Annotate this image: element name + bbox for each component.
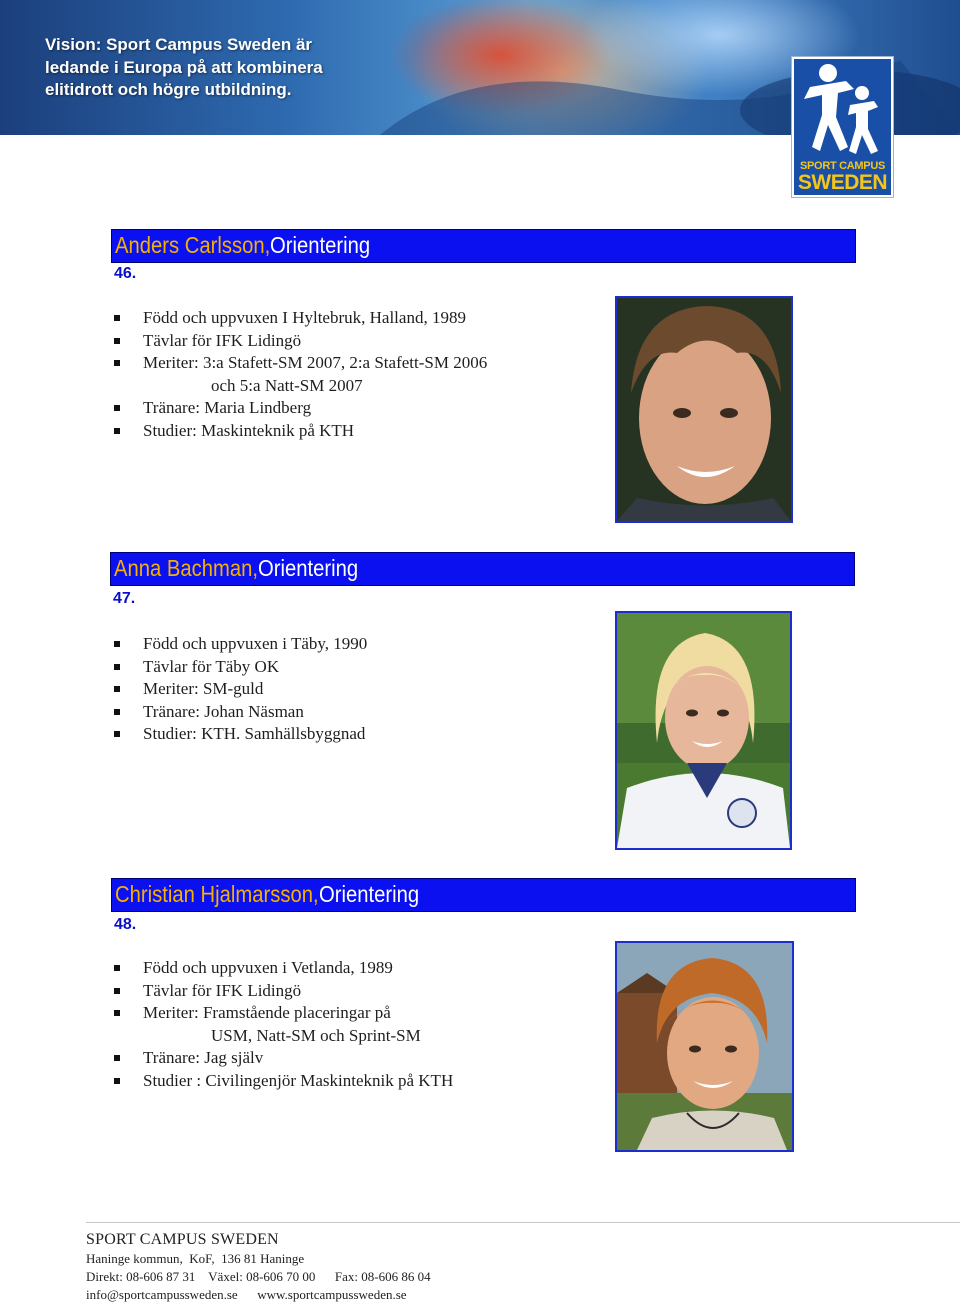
fact-item: Studier : Civilingenjör Maskinteknik på KTH xyxy=(111,1070,453,1093)
profile-number: 47. xyxy=(113,590,136,607)
athlete-photo xyxy=(615,611,792,850)
bullet-icon xyxy=(114,405,120,411)
vision-line-1: Vision: Sport Campus Sweden är xyxy=(45,35,313,54)
fact-item: Tävlar för Täby OK xyxy=(111,656,367,679)
athlete-name: Anders Carlsson, xyxy=(115,232,271,258)
fact-item: Tränare: Johan Näsman xyxy=(111,701,367,724)
bullet-icon xyxy=(114,1055,120,1061)
fact-item: Meriter: SM-guld xyxy=(111,678,367,701)
logo-text-bottom: SWEDEN xyxy=(797,171,888,194)
athlete-sport: Orientering xyxy=(270,232,371,258)
profile-title-bar xyxy=(110,552,855,586)
vision-line-2: ledande i Europa på att kombinera xyxy=(45,57,323,77)
footer-address: Haninge kommun, KoF, 136 81 Haninge xyxy=(86,1251,305,1266)
fact-item: Tävlar för IFK Lidingö xyxy=(111,980,453,1003)
bullet-icon xyxy=(114,338,120,344)
fact-item: Meriter: 3:a Stafett-SM 2007, 2:a Stafett-SM 2006 xyxy=(111,352,487,375)
fact-item: Född och uppvuxen I Hyltebruk, Halland, 1989 xyxy=(111,307,487,330)
fact-item: Studier: KTH. Samhällsbyggnad xyxy=(111,723,367,746)
fact-item: Tävlar för IFK Lidingö xyxy=(111,330,487,353)
athlete-photo xyxy=(615,296,793,523)
footer-contact: info@sportcampussweden.se www.sportcampussweden.se xyxy=(86,1287,407,1302)
athlete-name: Christian Hjalmarsson, xyxy=(115,881,319,907)
fact-continuation: USM, Natt-SM och Sprint-SM xyxy=(211,1025,421,1045)
fact-item: Tränare: Maria Lindberg xyxy=(111,397,487,420)
fact-item: Meriter: Framstående placeringar på xyxy=(111,1002,453,1025)
bullet-icon xyxy=(114,641,120,647)
footer-organization: SPORT CAMPUS SWEDEN xyxy=(86,1231,279,1248)
bullet-icon xyxy=(114,686,120,692)
profile-facts-list xyxy=(111,633,367,746)
bullet-icon xyxy=(114,1078,120,1084)
fact-item: Född och uppvuxen i Täby, 1990 xyxy=(111,633,367,656)
footer-phones: Direkt: 08-606 87 31 Växel: 08-606 70 00 Fax: 08-606 86 04 xyxy=(86,1269,431,1284)
athlete-sport: Orientering xyxy=(318,881,419,907)
bullet-icon xyxy=(114,1010,120,1016)
fact-item: Studier: Maskinteknik på KTH xyxy=(111,420,487,443)
footer-divider xyxy=(86,1222,960,1223)
fact-item: Tränare: Jag själv xyxy=(111,1047,453,1070)
athlete-photo xyxy=(615,941,794,1152)
bullet-icon xyxy=(114,428,120,434)
profile-facts-list xyxy=(111,957,453,1092)
bullet-icon xyxy=(114,315,120,321)
sport-campus-sweden-logo xyxy=(792,57,893,197)
profile-number: 46. xyxy=(114,265,137,282)
bullet-icon xyxy=(114,664,120,670)
bullet-icon xyxy=(114,731,120,737)
athlete-sport: Orientering xyxy=(258,555,359,581)
vision-statement xyxy=(45,34,375,102)
bullet-icon xyxy=(114,709,120,715)
profile-facts-list xyxy=(111,307,487,442)
bullet-icon xyxy=(114,988,120,994)
bullet-icon xyxy=(114,965,120,971)
logo-text-top: SPORT CAMPUS xyxy=(799,160,886,172)
profile-title-bar xyxy=(111,229,856,263)
footer xyxy=(86,1230,431,1304)
profile-number: 48. xyxy=(114,916,137,933)
fact-item: Född och uppvuxen i Vetlanda, 1989 xyxy=(111,957,453,980)
athletes-logo-icon xyxy=(794,59,891,159)
vision-line-3: elitidrott och högre utbildning. xyxy=(45,80,292,99)
bullet-icon xyxy=(114,360,120,366)
athlete-name: Anna Bachman, xyxy=(114,555,259,581)
fact-continuation: och 5:a Natt-SM 2007 xyxy=(211,375,363,395)
profile-title-bar xyxy=(111,878,856,912)
